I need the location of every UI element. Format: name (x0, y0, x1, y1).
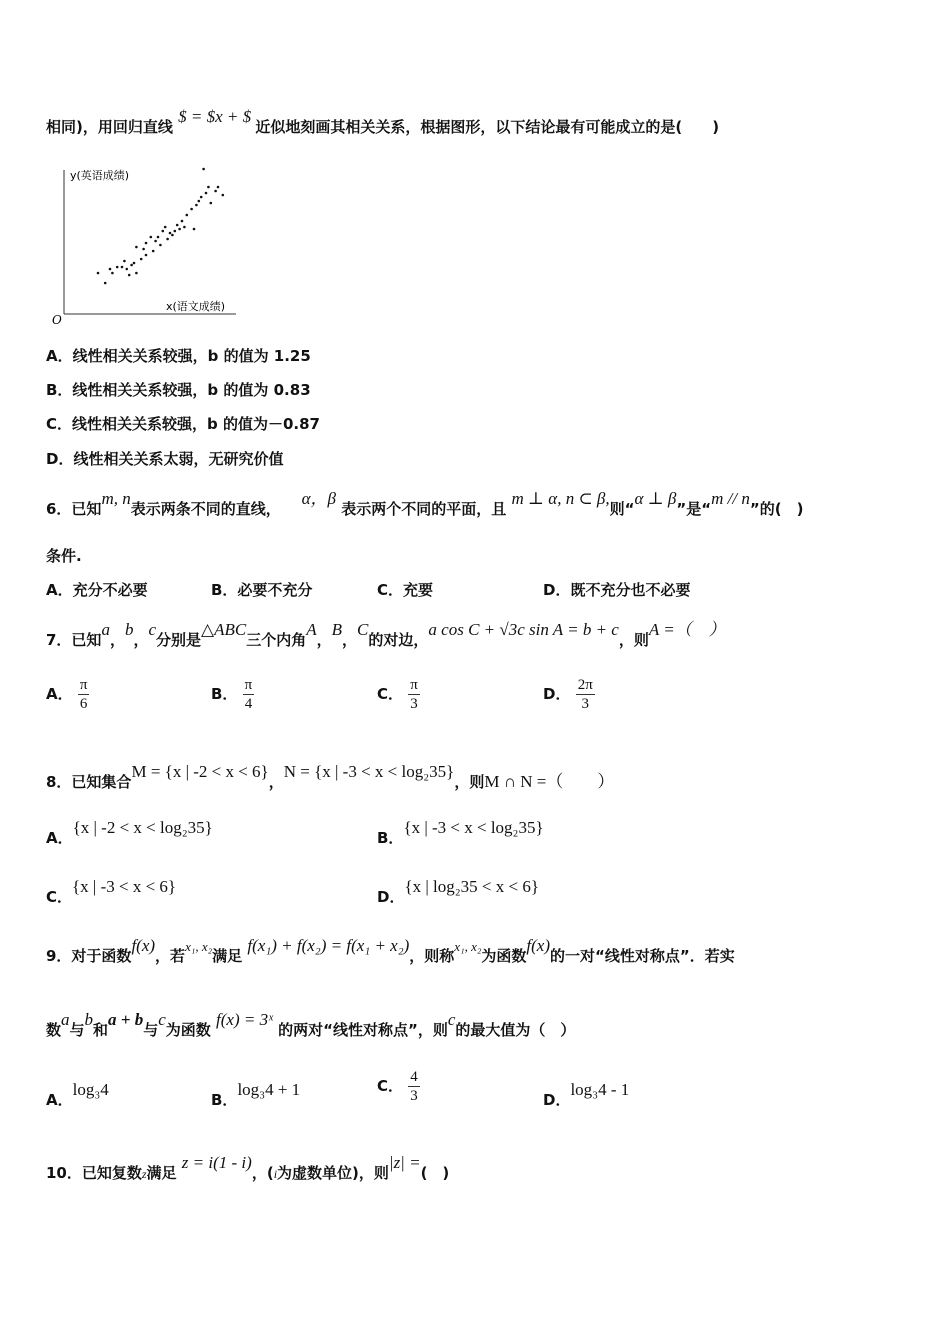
q7-option-d-num: 2π (577, 677, 593, 693)
q9-option-c-den: 3 (410, 1088, 418, 1104)
q9-function-repeat: f(x) (526, 936, 550, 955)
q9-option-a-label: A． (46, 1091, 73, 1109)
q9-points: x₁, x₂ (185, 939, 213, 954)
q10-text-1: 满足 (146, 1164, 177, 1182)
q9-var-c-repeat: c (447, 1010, 456, 1029)
q7-option-d-den: 3 (581, 696, 589, 712)
q9-stem-line-1 (46, 936, 735, 966)
q7-option-c-label: C． (377, 685, 404, 703)
q7-text-1: 分别是 (156, 631, 202, 649)
q7-option-b-fraction (243, 676, 255, 713)
q6-option-a[interactable]: A．充分不必要 (46, 581, 148, 599)
q9-option-c-num: 4 (410, 1069, 418, 1085)
scatter-point (174, 230, 177, 233)
q6-text-5: ”的( ) (749, 500, 804, 518)
scatter-point (207, 186, 210, 189)
q8-option-d-set: {x | log₂35 < x < 6} (404, 877, 540, 896)
q9-text-yu-1: 与 (69, 1021, 85, 1039)
q7-option-c-den: 3 (410, 696, 418, 712)
q7-side-c: c (148, 620, 157, 639)
scatter-point (121, 266, 124, 269)
q9-option-b[interactable] (211, 1080, 301, 1110)
q10-text-4: ( ) (420, 1164, 450, 1182)
scatter-point (109, 268, 112, 271)
q5-option-c[interactable]: C．线性相关关系较强，b 的值为－0.87 (46, 415, 320, 433)
q9-text-3: ，则称 (409, 947, 455, 965)
q5-option-b[interactable]: B．线性相关关系较强，b 的值为 0.83 (46, 381, 311, 399)
q8-option-d[interactable] (377, 877, 540, 907)
q6-number: 6．已知 (46, 500, 102, 518)
scatter-point (198, 200, 201, 203)
scatter-point (190, 208, 193, 211)
scatter-point (181, 220, 184, 223)
q7-triangle: △ABC (201, 620, 247, 639)
q9-option-c-fraction (408, 1068, 420, 1105)
scatter-point (126, 268, 129, 271)
q9-exp-function: f(x) = 3ˣ (216, 1010, 273, 1029)
q9-text-2: 满足 (212, 947, 243, 965)
scatter-point (157, 236, 160, 239)
q7-option-a[interactable] (46, 676, 89, 713)
q10-stem (46, 1153, 450, 1183)
q7-option-b-num: π (244, 677, 253, 693)
q9-function: f(x) (131, 936, 156, 955)
q9-var-c: c (158, 1010, 166, 1029)
q6-text-2: 表示两个不同的平面，且 (341, 500, 507, 518)
q5-stem-line (46, 107, 720, 137)
q5-text-b: 近似地刻画其相关关系，根据图形，以下结论最有可能成立的是( ) (255, 118, 720, 136)
q7-option-d[interactable] (543, 676, 595, 713)
q9-text-yu-2: 与 (143, 1021, 159, 1039)
scatter-point (150, 236, 153, 239)
q7-option-d-fraction (576, 676, 595, 713)
scatter-point (104, 282, 107, 285)
scatter-point (186, 214, 189, 217)
scatter-point (135, 272, 138, 275)
q9-option-d[interactable] (543, 1080, 630, 1110)
q7-text-3: 的对边， (368, 631, 429, 649)
scatter-point (171, 234, 174, 237)
q9-text-6: 为函数 (165, 1021, 211, 1039)
q9-option-a-value: log₃4 (72, 1080, 109, 1099)
scatter-point (123, 260, 126, 263)
q10-var-z: z (141, 1167, 147, 1181)
scatter-point (111, 272, 114, 275)
scatter-point (176, 224, 179, 227)
q8-option-d-label: D． (377, 888, 405, 906)
q9-option-b-label: B． (211, 1091, 238, 1109)
scatter-point (217, 186, 220, 189)
q7-number: 7．已知 (46, 631, 102, 649)
scatter-point (145, 242, 148, 245)
q8-set-n: N = {x | -3 < x < log₂35} (283, 762, 455, 781)
q10-question: |z| = (388, 1153, 421, 1172)
q6-proposition-p: α ⊥ β (634, 489, 677, 508)
q6-proposition-q: m // n (711, 489, 750, 508)
q6-option-d[interactable]: D．既不充分也不必要 (543, 581, 691, 599)
scatter-point (159, 244, 162, 247)
scatter-point (164, 226, 167, 229)
q8-option-a-label: A． (46, 829, 73, 847)
q5-formula-hat: $ = $x + $ (178, 107, 252, 126)
scatter-point (116, 266, 119, 269)
q7-option-a-num: π (79, 677, 88, 693)
q6-lines-mn: m, n (101, 489, 131, 508)
scatter-point (183, 226, 186, 229)
origin-label: O (52, 313, 62, 327)
scatter-point (214, 190, 217, 193)
q9-stem-line-2 (46, 1010, 576, 1040)
q8-question: M ∩ N =（ ） (484, 772, 615, 791)
scatter-point (135, 246, 138, 249)
q9-text-7: 的两对“线性对称点”，则 (278, 1021, 448, 1039)
q10-imag-unit: i (273, 1167, 278, 1181)
scatter-point (195, 204, 198, 207)
q7-option-a-label: A． (46, 685, 73, 703)
scatter-point (152, 250, 155, 253)
q7-option-a-den: 6 (79, 696, 88, 712)
q9-var-a: a (61, 1010, 70, 1029)
scatter-point (205, 192, 208, 195)
q6-stem (46, 489, 804, 519)
q7-option-c[interactable] (377, 676, 420, 713)
q8-option-c[interactable] (46, 877, 177, 907)
scatter-point (130, 264, 133, 267)
scatter-point (154, 240, 157, 243)
q7-option-b-label: B． (211, 685, 238, 703)
q5-regression-formula (178, 107, 255, 126)
scatter-point (128, 274, 131, 277)
scatter-plot (46, 164, 246, 329)
scatter-point (202, 168, 205, 171)
q9-text-4: 为函数 (481, 947, 527, 965)
q9-text-1: ，若 (155, 947, 186, 965)
q9-number: 9．对于函数 (46, 947, 132, 965)
x-axis-label: x(语文成绩) (166, 300, 226, 313)
q9-text-he: 和 (93, 1021, 109, 1039)
q9-option-d-value: log₃4 - 1 (570, 1080, 630, 1099)
q7-angle-b: B (331, 620, 343, 639)
q8-set-m: M = {x | -2 < x < 6} (131, 762, 269, 781)
q7-question: A =（ ） (648, 620, 726, 639)
q8-option-b-label: B． (377, 829, 404, 847)
scatter-point (222, 194, 225, 197)
q7-option-d-label: D． (543, 685, 571, 703)
q7-option-c-num: π (410, 677, 418, 693)
q5-option-d[interactable]: D．线性相关关系太弱，无研究价值 (46, 450, 284, 468)
scatter-point (133, 262, 136, 265)
q8-separator: ， (268, 773, 284, 791)
q8-option-c-label: C． (46, 888, 73, 906)
q7-equation: a cos C + √3c sin A = b + c (428, 620, 619, 639)
q8-stem (46, 762, 615, 792)
q10-text-3: 为虚数单位)，则 (277, 1164, 389, 1182)
scatter-point (162, 230, 165, 233)
q9-equation: f(x₁) + f(x₂) = f(x₁ + x₂) (247, 936, 410, 955)
scatter-point (200, 196, 203, 199)
scatter-points (97, 168, 224, 285)
scatter-point (140, 258, 143, 261)
q10-equation: z = i(1 - i) (181, 1153, 252, 1172)
q7-option-b-den: 4 (244, 696, 253, 712)
q6-text-4: ”是“ (676, 500, 712, 518)
q8-option-a-set: {x | -2 < x < log₂35} (72, 818, 213, 837)
q8-text-1: ，则 (454, 773, 485, 791)
q9-text-8: 的最大值为（ ） (455, 1021, 576, 1039)
q6-condition: m ⊥ α, n ⊂ β, (511, 489, 610, 508)
q5-option-a[interactable]: A．线性相关关系较强，b 的值为 1.25 (46, 347, 311, 365)
q6-planes: α，β (301, 489, 337, 508)
q6-option-b[interactable]: B．必要不充分 (211, 581, 313, 599)
q6-text-3: 则“ (609, 500, 635, 518)
q7-text-4: ，则 (618, 631, 649, 649)
q9-option-d-label: D． (543, 1091, 571, 1109)
q5-text-a: 相同)，用回归直线 (46, 118, 173, 136)
q8-option-c-set: {x | -3 < x < 6} (72, 877, 177, 896)
q7-side-a: a (101, 620, 110, 639)
scatter-point (145, 254, 148, 257)
q10-number: 10．已知复数 (46, 1164, 142, 1182)
q9-option-b-value: log₃4 + 1 (237, 1080, 301, 1099)
q9-option-a[interactable] (46, 1080, 109, 1110)
q7-option-b[interactable] (211, 676, 254, 713)
q8-option-a[interactable] (46, 818, 213, 848)
q6-stem-continued: 条件. (46, 547, 82, 565)
q10-text-2: ，( (251, 1164, 274, 1182)
q8-option-b[interactable] (377, 818, 544, 848)
q9-points-repeat: x₁, x₂ (454, 939, 482, 954)
q8-number: 8．已知集合 (46, 773, 132, 791)
y-axis-label: y(英语成绩) (70, 169, 130, 182)
q8-option-b-set: {x | -3 < x < log₂35} (403, 818, 544, 837)
scatter-point (166, 238, 169, 241)
q7-angle-a: A (306, 620, 317, 639)
q7-option-a-fraction (78, 676, 90, 713)
q9-option-c-label: C． (377, 1077, 404, 1095)
q7-stem: 7．已知a，b，c分别是△ABC三个内角A，B，C的对边，a cos C + √3c sin A = b + c，则A =（ ） (46, 620, 726, 649)
scatter-point (97, 272, 100, 275)
scatter-point (193, 228, 196, 231)
q7-side-b: b (124, 620, 134, 639)
q9-a-plus-b: a + b (108, 1010, 144, 1029)
scatter-point (142, 248, 145, 251)
q9-text-shu: 数 (46, 1021, 62, 1039)
q9-text-5: 的一对“线性对称点”．若实 (550, 947, 735, 965)
q9-option-c[interactable] (377, 1068, 420, 1105)
q6-option-c[interactable]: C．充要 (377, 581, 434, 599)
scatter-point (178, 228, 181, 231)
q7-angle-c: C (357, 620, 369, 639)
q9-var-b: b (84, 1010, 94, 1029)
q6-text-1: 表示两条不同的直线， (130, 500, 281, 518)
scatter-point (210, 202, 213, 205)
q7-text-2: 三个内角 (246, 631, 307, 649)
scatter-point (169, 232, 172, 235)
q7-option-c-fraction (408, 676, 420, 713)
